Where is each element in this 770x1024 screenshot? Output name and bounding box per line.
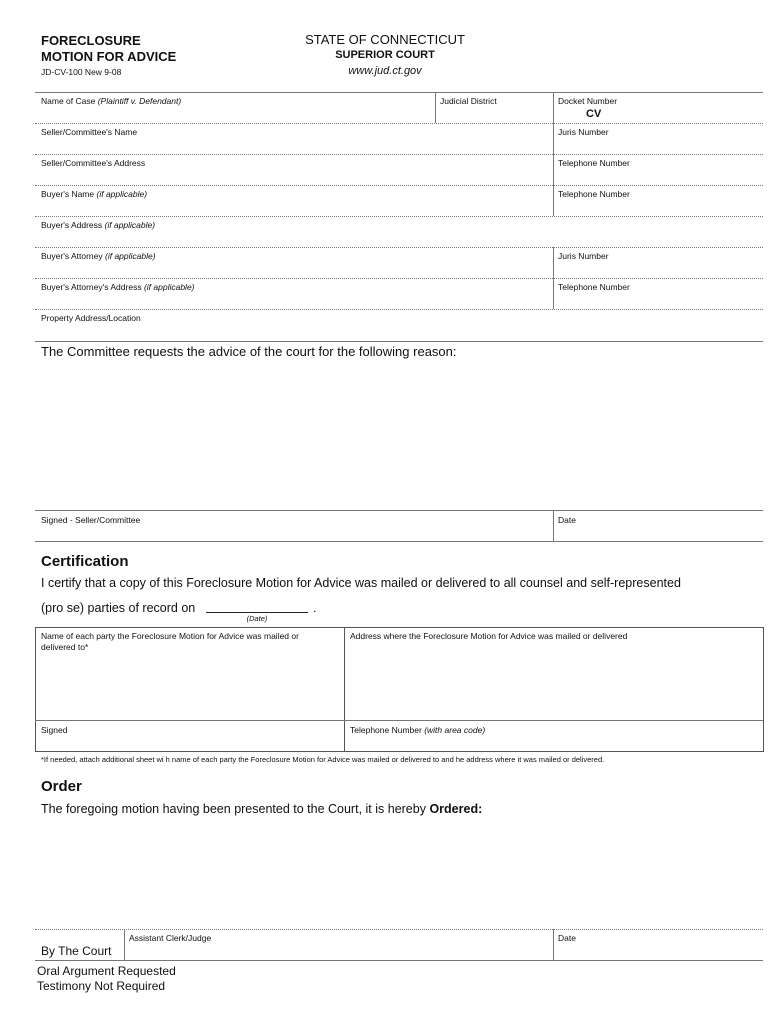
testimony-not-required: Testimony Not Required [37,979,166,993]
certification-text-line2: (pro se) parties of record on [41,601,196,615]
seller-address-label: Seller/Committee's Address [41,158,146,168]
signed-seller-label: Signed - Seller/Committee [41,515,141,525]
judicial-district-label: Judicial District [440,96,497,106]
row-rule [35,154,763,155]
row-rule [35,309,763,310]
property-address-label: Property Address/Location [41,313,141,323]
request-text: The Committee requests the advice of the court for the following reason: [41,344,457,359]
col-divider [435,92,436,123]
certification-date-line [206,612,308,613]
certification-heading: Certification [41,553,129,570]
buyer-address-label: Buyer's Address (if applicable) [41,220,156,230]
docket-prefix: CV [586,108,602,120]
certification-date-note: (Date) [246,614,268,623]
service-table-divider [344,627,345,751]
col-divider [553,92,554,216]
buyer-attorney-address-label: Buyer's Attorney's Address (if applicable) [41,282,195,292]
order-heading: Order [41,778,82,795]
attorney-juris-label: Juris Number [558,251,609,261]
service-table-rule [35,720,763,721]
seller-name-label: Seller/Committee's Name [41,127,138,137]
form-title-line2: MOTION FOR ADVICE [41,49,177,64]
order-date-label: Date [558,933,576,943]
row-rule [35,247,763,248]
row-rule [35,278,763,279]
oral-argument-requested: Oral Argument Requested [37,964,176,978]
col-divider [553,929,554,960]
certification-footnote: *If needed, attach additional sheet wi h name of each party the Foreclosure Motion for Advice was mailed or delivered to and he address where it was mailed or delivered. [41,755,605,764]
form-top-rule [35,92,763,93]
request-date-label: Date [558,515,576,525]
seller-juris-label: Juris Number [558,127,609,137]
certification-signed-label: Signed [41,725,68,735]
docket-number-label: Docket Number [558,96,618,106]
buyer-telephone-label: Telephone Number [558,189,630,199]
row-rule [35,123,763,124]
form-title-line1: FORECLOSURE [41,33,141,48]
order-signature-rule [35,929,763,930]
buyer-name-label: Buyer's Name (if applicable) [41,189,148,199]
name-of-case-label: Name of Case (Plaintiff v. Defendant) [41,96,182,106]
court-website: www.jud.ct.gov [348,65,422,77]
by-the-court: By The Court [41,944,112,958]
col-divider [553,510,554,541]
certification-telephone-label: Telephone Number (with area code) [350,725,486,735]
row-rule [35,341,763,342]
col-divider [124,929,125,960]
seller-telephone-label: Telephone Number [558,158,630,168]
certification-period: . [313,601,317,615]
signature-top-rule [35,510,763,511]
state-name: STATE OF CONNECTICUT [305,32,465,47]
order-text: The foregoing motion having been presented to the Court, it is hereby Ordered: [41,802,483,816]
col-divider [553,247,554,309]
row-rule [35,216,763,217]
court-name: SUPERIOR COURT [335,49,435,61]
certification-text-line1: I certify that a copy of this Foreclosure Motion for Advice was mailed or delivered to all counsel and self-represented [41,576,681,590]
form-code: JD-CV-100 New 9-08 [41,67,122,77]
served-address-label: Address where the Foreclosure Motion for Advice was mailed or delivered [350,631,628,641]
signature-bottom-rule [35,541,763,542]
order-bottom-rule [35,960,763,961]
row-rule [35,185,763,186]
attorney-telephone-label: Telephone Number [558,282,630,292]
buyer-attorney-label: Buyer's Attorney (if applicable) [41,251,156,261]
clerk-judge-label: Assistant Clerk/Judge [129,933,212,943]
served-party-label: Name of each party the Foreclosure Motion for Advice was mailed or delivered to* [41,631,299,652]
